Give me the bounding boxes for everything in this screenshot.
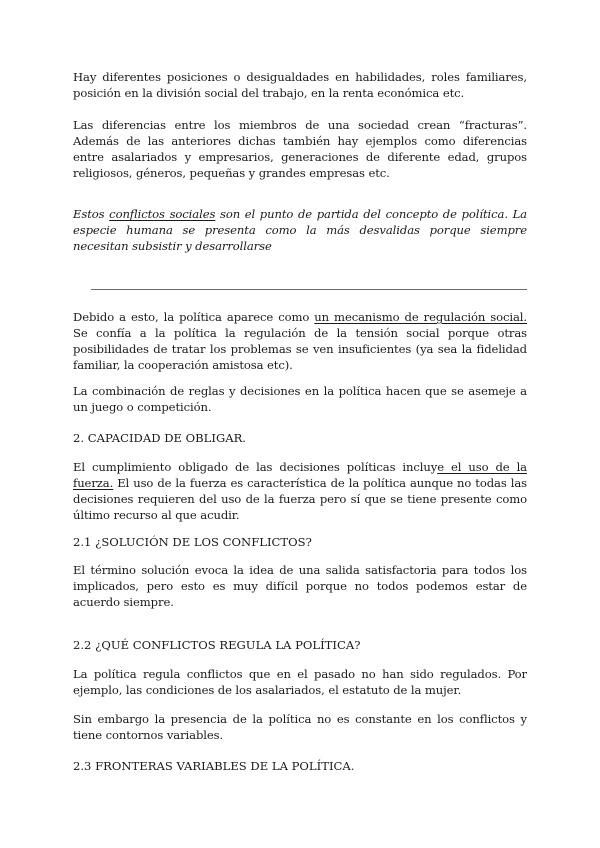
paragraph-regula-conflictos: La política regula conflictos que en el pasado no han sido regulados. Por ejemplo, las condiciones de los asalariados, el estatuto de la mujer.	[73, 667, 527, 697]
paragraph-posiciones: Hay diferentes posiciones o desigualdades en habilidades, roles familiares, posición en la división social del trabajo, en la renta económica etc.	[73, 70, 527, 100]
paragraph-reglas-decisiones: La combinación de reglas y decisiones en la política hacen que se asemeje a un juego o competición.	[73, 384, 527, 414]
text-run: Debido a esto, la política aparece como	[73, 310, 315, 324]
paragraph-termino-solucion: El término solución evoca la idea de una salida satisfactoria para todos los implicados, pero esto es muy difícil porque no todos podemos estar de acuerdo siempre.	[73, 563, 527, 609]
horizontal-rule	[91, 289, 527, 290]
paragraph-mecanismo-regulacion	[73, 309, 527, 373]
paragraph-fracturas: Las diferencias entre los miembros de una sociedad crean “fracturas”. Además de las anteriores dichas también hay ejemplos como diferencias entre asalariados y empresarios, generaciones de diferente edad, grupos religiosos, géneros, pequeñas y grandes empresas etc.	[73, 118, 527, 180]
text-run: El uso de la fuerza es característica de la política aunque no todas las decisiones requieren del uso de la fuerza pero sí que se tiene presente como último recurso al que acudir.	[73, 476, 527, 522]
paragraph-conflictos-sociales	[73, 206, 527, 254]
paragraph-uso-fuerza	[73, 459, 527, 523]
heading-capacidad-obligar: 2. CAPACIDAD DE OBLIGAR.	[73, 431, 246, 445]
heading-fronteras-variables: 2.3 FRONTERAS VARIABLES DE LA POLÍTICA.	[73, 759, 355, 773]
text-run: Estos	[73, 207, 110, 221]
underlined-mecanismo-regulacion: un mecanismo de regulación social.	[314, 310, 527, 324]
underlined-uso-fuerza: e el uso de la fuerza.	[73, 460, 527, 490]
paragraph-presencia-politica: Sin embargo la presencia de la política no es constante en los conflictos y tiene contornos variables.	[73, 712, 527, 742]
underlined-conflictos-sociales: conflictos sociales	[109, 207, 216, 221]
heading-solucion-conflictos: 2.1 ¿SOLUCIÓN DE LOS CONFLICTOS?	[73, 535, 312, 549]
text-run: Se confía a la política la regulación de la tensión social porque otras posibilidades de tratar los problemas se ven insuficientes (ya sea la fidelidad familiar, la cooperación amistosa etc).	[73, 326, 527, 372]
text-run: son el punto de partida del concepto de política. La especie humana se presenta como la más desvalidas porque siempre necesitan subsistir y desarrollarse	[73, 207, 527, 253]
text-run: El cumplimiento obligado de las decisiones políticas incluy	[73, 460, 438, 474]
heading-que-conflictos: 2.2 ¿QUÉ CONFLICTOS REGULA LA POLÍTICA?	[73, 638, 361, 652]
